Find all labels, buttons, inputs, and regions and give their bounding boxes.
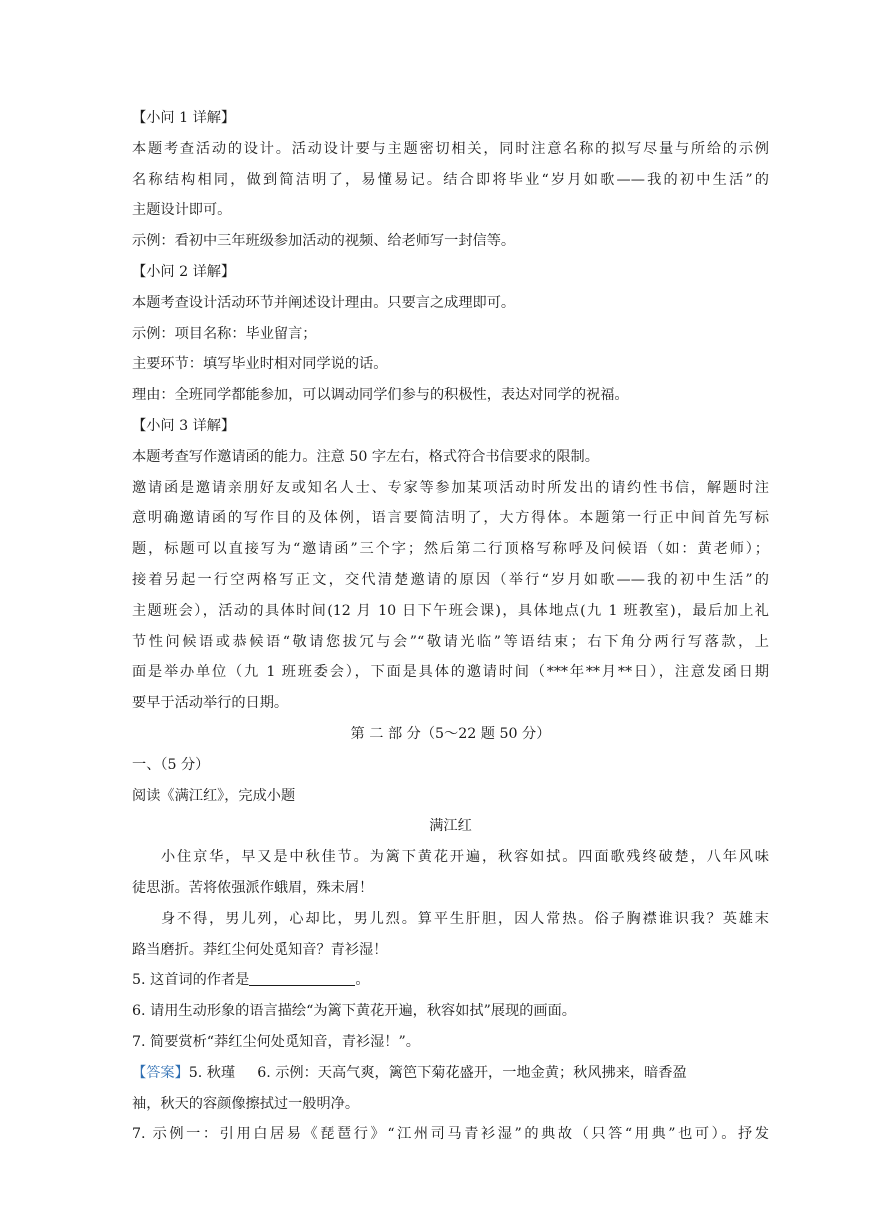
answer-6-start: 6. 示例：天高气爽，篱笆下菊花盛开，一地金黄；秋风拂来，暗香盈 [257, 1064, 687, 1081]
q2-heading: 【小问 2 详解】 [132, 263, 236, 280]
question-5 [132, 965, 769, 996]
q3-line-7: 节性问候语或恭候语“敬请您拔冗与会”“敬请光临”等语结束；右下角分两行写落款，上 [132, 633, 769, 650]
answer-tag: 【答案】 [132, 1064, 189, 1081]
question-7: 7. 简要赏析“莽红尘何处觅知音，青衫湿！”。 [132, 1033, 420, 1050]
q3-line-8: 面是举办单位（九 1 班班委会），下面是具体的邀请时间（***年**月**日），注意发函日期 [132, 664, 769, 681]
q3-line-2: 邀请函是邀请亲朋好友或知名人士、专家等参加某项活动时所发出的请约性书信，解题时注 [132, 479, 769, 496]
q3-line-6: 主题班会），活动的具体时间(12 月 10 日下午班会课)，具体地点(九 1 班教室)，最后加上礼 [132, 602, 769, 619]
answer-line-1 [132, 1058, 769, 1089]
poem-title: 满江红 [429, 818, 472, 835]
poem-line-2: 徒思浙。苦将侬强派作蛾眉，殊未屑！ [132, 879, 374, 896]
section-one-heading: 一、（5 分） [132, 756, 210, 773]
q2-line-2: 示例：项目名称：毕业留言； [132, 325, 317, 342]
answer-7-start: 7. 示例一：引用白居易《琵琶行》“江州司马青衫湿”的典故（只答“用典”也可）。抒发 [132, 1126, 769, 1143]
q2-line-3: 主要环节：填写毕业时相对同学说的话。 [132, 356, 388, 373]
poem-line-4: 路当磨折。莽红尘何处觅知音？青衫湿！ [132, 941, 388, 958]
q1-line-3: 主题设计即可。 [132, 202, 232, 219]
part-two-title: 第 二 部 分（5～22 题 50 分） [350, 725, 551, 742]
q2-line-1: 本题考查设计活动环节并阐述设计理由。只要言之成理即可。 [132, 294, 516, 311]
q1-line-4: 示例：看初中三年班级参加活动的视频、给老师写一封信等。 [132, 233, 516, 250]
q3-line-4: 题，标题可以直接写为“邀请函”三个字；然后第二行顶格写称呼及问候语（如：黄老师）； [132, 541, 769, 558]
q1-heading: 【小问 1 详解】 [132, 110, 236, 126]
q1-line-1: 本题考查活动的设计。活动设计要与主题密切相关，同时注意名称的拟写尽量与所给的示例 [132, 140, 769, 157]
question-5-end: 。 [355, 972, 370, 989]
answer-5: 5. 秋瑾 [188, 1064, 236, 1081]
q2-line-4: 理由：全班同学都能参加，可以调动同学们参与的积极性，表达对同学的祝福。 [132, 387, 629, 404]
question-5-prompt: 5. 这首词的作者是 [132, 972, 250, 989]
question-6: 6. 请用生动形象的语言描绘“为篱下黄花开遍，秋容如拭”展现的画面。 [132, 1003, 576, 1020]
reading-instruction: 阅读《满江红》，完成小题 [132, 787, 296, 804]
q3-line-1: 本题考查写作邀请函的能力。注意 50 字左右，格式符合书信要求的限制。 [132, 448, 599, 465]
q3-line-5: 接着另起一行空两格写正文，交代清楚邀请的原因（举行“岁月如歌——我的初中生活”的 [132, 571, 769, 588]
answer-6-continued: 袖，秋天的容颜像擦拭过一般明净。 [132, 1095, 360, 1112]
answer-blank [249, 971, 355, 986]
q3-heading: 【小问 3 详解】 [132, 417, 236, 434]
poem-line-1: 小住京华，早又是中秋佳节。为篱下黄花开遍，秋容如拭。四面歌残终破楚，八年风味 [161, 849, 769, 866]
q3-line-3: 意明确邀请函的写作目的及体例，语言要简洁明了，大方得体。本题第一行正中间首先写标 [132, 510, 769, 527]
q3-line-9: 要早于活动举行的日期。 [132, 695, 289, 712]
poem-line-3: 身不得，男儿列，心却比，男儿烈。算平生肝胆，因人常热。俗子胸襟谁识我？英雄末 [161, 910, 769, 927]
q1-line-2: 名称结构相同，做到简洁明了，易懂易记。结合即将毕业“岁月如歌——我的初中生活”的 [132, 171, 769, 188]
